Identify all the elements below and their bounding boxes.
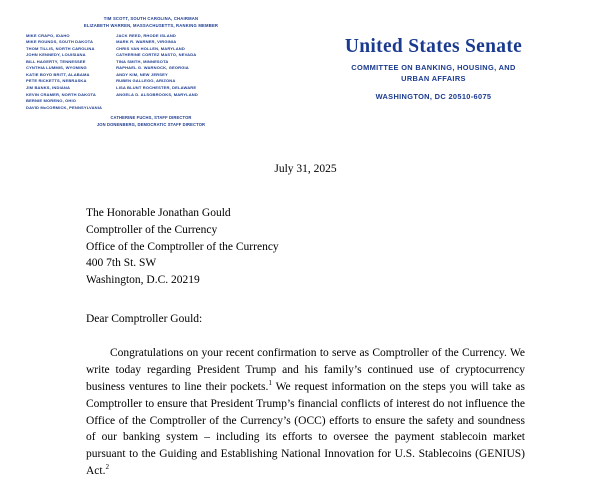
member-item: JOHN KENNEDY, LOUISIANA <box>26 52 86 58</box>
committee-line-2: URBAN AFFAIRS <box>401 73 466 83</box>
paragraph-text-part-1: Congratulations on your recent confirmation to serve as Comptroller of the Currency. We write today regarding President Trump and his family’s continued use of cryptocurrency business ventures to line their pockets. <box>86 346 525 393</box>
address-line: Office of the Comptroller of the Currency <box>86 240 279 253</box>
salutation: Dear Comptroller Gould: <box>86 312 203 325</box>
member-item: ANGELA D. ALSOBROOKS, MARYLAND <box>116 91 198 97</box>
address-line: The Honorable Jonathan Gould <box>86 207 231 220</box>
member-item: MIKE ROUNDS, SOUTH DAKOTA <box>26 39 94 45</box>
minority-member-column <box>116 33 198 112</box>
member-item: CATHERINE CORTEZ MASTO, NEVADA <box>116 52 197 58</box>
letterhead <box>0 0 611 129</box>
member-item: CYNTHIA LUMMIS, WYOMING <box>26 65 87 71</box>
member-item: THOM TILLIS, NORTH CAROLINA <box>26 45 95 51</box>
member-item: KATIE BOYD BRITT, ALABAMA <box>26 71 90 77</box>
chairman-line: TIM SCOTT, SOUTH CAROLINA, CHAIRMAN <box>103 16 199 21</box>
member-columns <box>26 33 276 112</box>
member-item: CHRIS VAN HOLLEN, MARYLAND <box>116 45 185 51</box>
member-item: PETE RICKETTS, NEBRASKA <box>26 78 87 84</box>
member-item: JIM BANKS, INDIANA <box>26 84 71 90</box>
member-item: RAPHAEL G. WARNOCK, GEORGIA <box>116 65 189 71</box>
member-item: MIKE CRAPO, IDAHO <box>26 32 70 38</box>
address-line: Comptroller of the Currency <box>86 223 218 236</box>
masthead-text <box>345 14 522 101</box>
staff-item: JON DONENBERG, DEMOCRATIC STAFF DIRECTOR <box>96 122 206 128</box>
member-item: LISA BLUNT ROCHESTER, DELAWARE <box>116 84 197 90</box>
letter-date: July 31, 2025 <box>274 163 337 176</box>
committee-member-list <box>26 14 276 129</box>
committee-title <box>345 63 522 84</box>
member-item: TINA SMITH, MINNESOTA <box>116 58 169 64</box>
staff-directors <box>26 115 276 129</box>
staff-item: CATHERINE FUCHS, STAFF DIRECTOR <box>110 115 192 121</box>
member-item: JACK REED, RHODE ISLAND <box>116 32 176 38</box>
member-item: KEVIN CRAMER, NORTH DAKOTA <box>26 91 96 97</box>
address-line: Washington, D.C. 20219 <box>86 274 200 287</box>
address-line: 400 7th St. SW <box>86 257 157 270</box>
recipient-address <box>86 205 611 289</box>
member-item: BILL HAGERTY, TENNESSEE <box>26 58 86 64</box>
member-item: MARK R. WARNER, VIRGINIA <box>116 39 177 45</box>
member-item: BERNIE MORENO, OHIO <box>26 98 77 104</box>
body-paragraph-1 <box>86 345 525 480</box>
committee-line-1: COMMITTEE ON BANKING, HOUSING, AND <box>351 63 516 72</box>
footnote-marker-2: 2 <box>105 463 110 472</box>
member-item: RUBEN GALLEGO, ARIZONA <box>116 78 176 84</box>
member-item: DAVID McCORMICK, PENNSYLVANIA <box>26 104 103 110</box>
majority-member-column <box>26 33 102 112</box>
committee-address: WASHINGTON, DC 20510-6075 <box>375 92 492 102</box>
footnote-marker-1: 1 <box>268 378 272 387</box>
ranking-member-line: ELIZABETH WARREN, MASSACHUSETTS, RANKING MEMBER <box>83 22 219 28</box>
masthead-block <box>276 14 585 101</box>
member-item: ANDY KIM, NEW JERSEY <box>116 71 168 77</box>
senate-title: United States Senate <box>344 36 523 57</box>
paragraph-text-part-2: We request information on the steps you will take as Comptroller to ensure that President Trump’s financial conflicts of interest do not influence the Office of the Comptroller of the Currency’s (OCC) efforts to ensure the safety and soundness of our banking system – including its efforts to oversee the payment stablecoin market pursuant to the Guiding and Establishing National Innovation for U.S. Stablecoins (GENIUS) Act. <box>86 380 525 478</box>
